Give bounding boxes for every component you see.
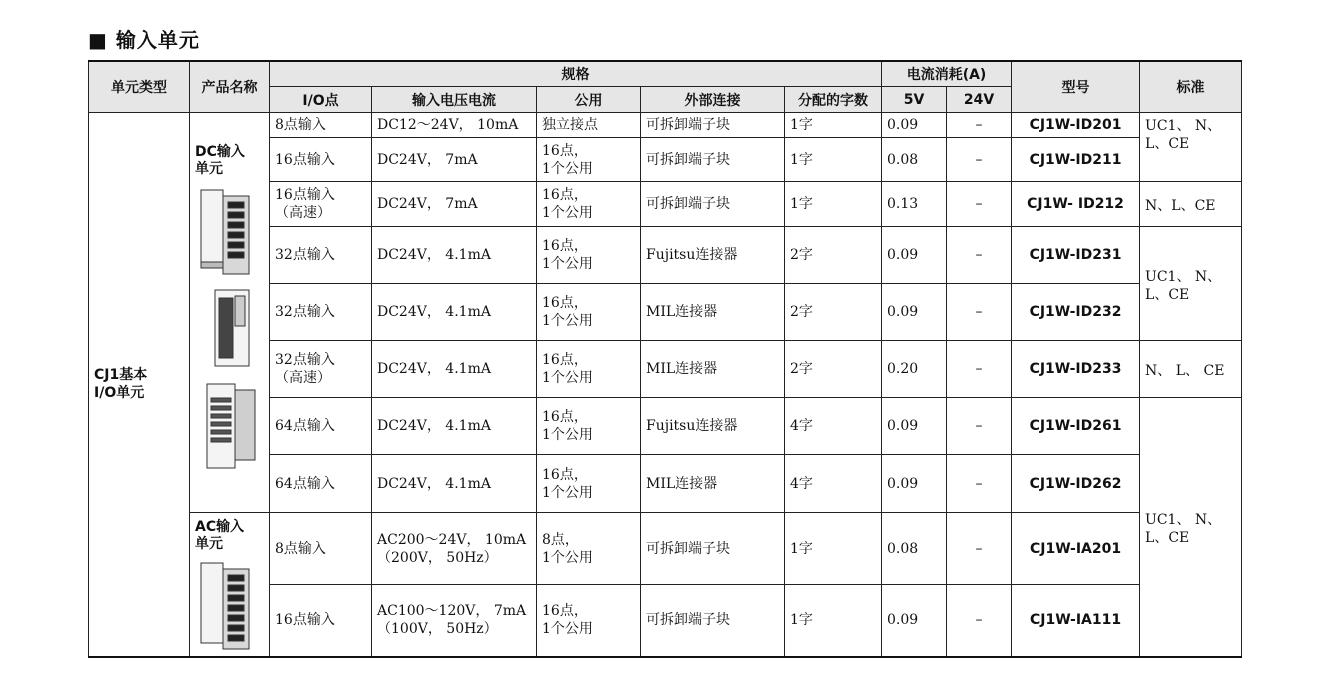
header-model: 型号 bbox=[1012, 61, 1140, 113]
connection-cell: 可拆卸端子块 bbox=[641, 113, 785, 138]
voltage-cell: DC24V， 7mA bbox=[372, 138, 537, 182]
model-cell: CJ1W-ID261 bbox=[1012, 398, 1140, 455]
io-cell: 32点输入 bbox=[270, 284, 372, 341]
words-cell: 4字 bbox=[785, 455, 882, 513]
common-cell: 16点， 1个公用 bbox=[537, 182, 641, 227]
words-cell: 1字 bbox=[785, 585, 882, 657]
v5-cell: 0.09 bbox=[882, 113, 947, 138]
common-cell: 16点， 1个公用 bbox=[537, 585, 641, 657]
table-row bbox=[89, 513, 1242, 585]
v24-cell: – bbox=[947, 113, 1012, 138]
voltage-cell: AC200～24V， 10mA （200V， 50Hz） bbox=[372, 513, 537, 585]
header-voltage-current: 输入电压电流 bbox=[372, 87, 537, 113]
connection-cell: Fujitsu连接器 bbox=[641, 398, 785, 455]
table-row bbox=[89, 113, 1242, 138]
model-cell: CJ1W-ID201 bbox=[1012, 113, 1140, 138]
model-cell: CJ1W-ID232 bbox=[1012, 284, 1140, 341]
words-cell: 1字 bbox=[785, 182, 882, 227]
common-cell: 16点， 1个公用 bbox=[537, 398, 641, 455]
section-title: ■ 输入单元 bbox=[88, 28, 200, 52]
words-cell: 4字 bbox=[785, 398, 882, 455]
header-spec: 规格 bbox=[270, 61, 882, 87]
voltage-cell: DC24V， 4.1mA bbox=[372, 341, 537, 398]
v5-cell: 0.09 bbox=[882, 398, 947, 455]
table-row bbox=[89, 138, 1242, 182]
io-cell: 32点输入 （高速） bbox=[270, 341, 372, 398]
v5-cell: 0.09 bbox=[882, 284, 947, 341]
model-cell: CJ1W-IA111 bbox=[1012, 585, 1140, 657]
v24-cell: – bbox=[947, 341, 1012, 398]
io-cell: 8点输入 bbox=[270, 113, 372, 138]
words-cell: 2字 bbox=[785, 341, 882, 398]
header-5v: 5V bbox=[882, 87, 947, 113]
connection-cell: MIL连接器 bbox=[641, 341, 785, 398]
common-cell: 16点， 1个公用 bbox=[537, 138, 641, 182]
connection-cell: Fujitsu连接器 bbox=[641, 227, 785, 284]
io-cell: 32点输入 bbox=[270, 227, 372, 284]
connection-cell: 可拆卸端子块 bbox=[641, 585, 785, 657]
v24-cell: – bbox=[947, 138, 1012, 182]
standards-cell: UC1、 N、 L、CE bbox=[1140, 398, 1242, 657]
connection-cell: 可拆卸端子块 bbox=[641, 182, 785, 227]
words-cell: 1字 bbox=[785, 113, 882, 138]
common-cell: 16点， 1个公用 bbox=[537, 455, 641, 513]
model-cell: CJ1W-ID211 bbox=[1012, 138, 1140, 182]
header-unit-type: 单元类型 bbox=[89, 61, 190, 113]
product-name-ac: AC输入 单元 bbox=[195, 519, 245, 552]
connection-cell: 可拆卸端子块 bbox=[641, 138, 785, 182]
v24-cell: – bbox=[947, 398, 1012, 455]
standards-cell: N、 L、 CE bbox=[1140, 341, 1242, 398]
words-cell: 1字 bbox=[785, 138, 882, 182]
model-cell: CJ1W-IA201 bbox=[1012, 513, 1140, 585]
v24-cell: – bbox=[947, 284, 1012, 341]
common-cell: 16点， 1个公用 bbox=[537, 227, 641, 284]
v24-cell: – bbox=[947, 455, 1012, 513]
v5-cell: 0.08 bbox=[882, 513, 947, 585]
voltage-cell: DC24V， 4.1mA bbox=[372, 455, 537, 513]
io-cell: 64点输入 bbox=[270, 455, 372, 513]
voltage-cell: AC100～120V， 7mA （100V， 50Hz） bbox=[372, 585, 537, 657]
model-cell: CJ1W- ID212 bbox=[1012, 182, 1140, 227]
header-current-consumption: 电流消耗(A) bbox=[882, 61, 1012, 87]
product-group-dc bbox=[190, 138, 270, 513]
voltage-cell: DC12～24V， 10mA bbox=[372, 113, 537, 138]
header-common: 公用 bbox=[537, 87, 641, 113]
connection-cell: 可拆卸端子块 bbox=[641, 513, 785, 585]
connection-cell: MIL连接器 bbox=[641, 455, 785, 513]
header-24v: 24V bbox=[947, 87, 1012, 113]
voltage-cell: DC24V， 4.1mA bbox=[372, 398, 537, 455]
v5-cell: 0.09 bbox=[882, 585, 947, 657]
product-name-blank bbox=[190, 113, 270, 138]
product-name-dc: DC输入 单元 bbox=[195, 143, 245, 177]
common-cell: 16点， 1个公用 bbox=[537, 284, 641, 341]
io-cell: 8点输入 bbox=[270, 513, 372, 585]
model-cell: CJ1W-ID233 bbox=[1012, 341, 1140, 398]
connection-cell: MIL连接器 bbox=[641, 284, 785, 341]
words-cell: 2字 bbox=[785, 227, 882, 284]
v24-cell: – bbox=[947, 513, 1012, 585]
common-cell: 16点， 1个公用 bbox=[537, 341, 641, 398]
v5-cell: 0.20 bbox=[882, 341, 947, 398]
common-cell: 8点， 1个公用 bbox=[537, 513, 641, 585]
dc-input-unit-image bbox=[195, 186, 264, 476]
words-cell: 1字 bbox=[785, 513, 882, 585]
ac-input-unit-image bbox=[195, 561, 264, 653]
header-product-name: 产品名称 bbox=[190, 61, 270, 113]
voltage-cell: DC24V， 4.1mA bbox=[372, 284, 537, 341]
v24-cell: – bbox=[947, 182, 1012, 227]
v24-cell: – bbox=[947, 227, 1012, 284]
header-standards: 标准 bbox=[1140, 61, 1242, 113]
voltage-cell: DC24V， 4.1mA bbox=[372, 227, 537, 284]
common-cell: 独立接点 bbox=[537, 113, 641, 138]
v24-cell: – bbox=[947, 585, 1012, 657]
v5-cell: 0.13 bbox=[882, 182, 947, 227]
header-allocated-words: 分配的字数 bbox=[785, 87, 882, 113]
v5-cell: 0.09 bbox=[882, 227, 947, 284]
unit-type-cell: CJ1基本 I/O单元 bbox=[89, 113, 190, 657]
voltage-cell: DC24V， 7mA bbox=[372, 182, 537, 227]
words-cell: 2字 bbox=[785, 284, 882, 341]
standards-cell: UC1、 N、 L、CE bbox=[1140, 113, 1242, 182]
v5-cell: 0.09 bbox=[882, 455, 947, 513]
standards-cell: N、L、CE bbox=[1140, 182, 1242, 227]
header-io-points: I/O点 bbox=[270, 87, 372, 113]
header-external-connection: 外部连接 bbox=[641, 87, 785, 113]
io-cell: 64点输入 bbox=[270, 398, 372, 455]
product-group-ac bbox=[190, 513, 270, 657]
io-cell: 16点输入 bbox=[270, 585, 372, 657]
input-unit-table bbox=[88, 60, 1242, 658]
io-cell: 16点输入 （高速） bbox=[270, 182, 372, 227]
io-cell: 16点输入 bbox=[270, 138, 372, 182]
standards-cell: UC1、 N、 L、CE bbox=[1140, 227, 1242, 341]
v5-cell: 0.08 bbox=[882, 138, 947, 182]
model-cell: CJ1W-ID262 bbox=[1012, 455, 1140, 513]
model-cell: CJ1W-ID231 bbox=[1012, 227, 1140, 284]
